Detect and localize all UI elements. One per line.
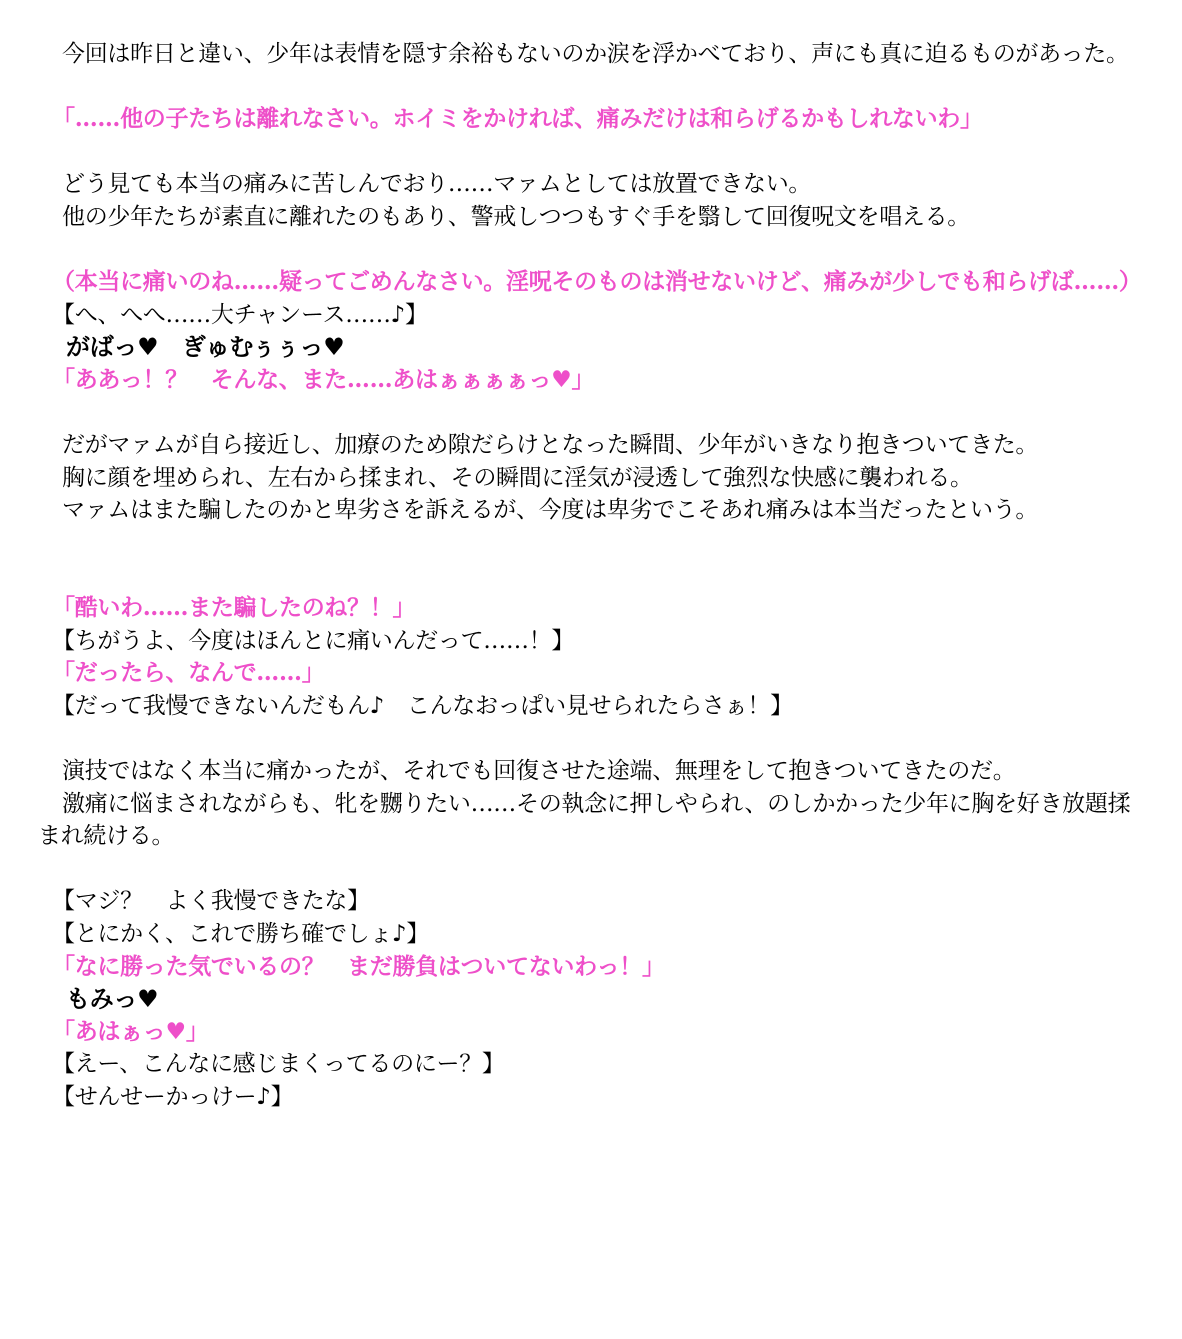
boy-dialogue: 【ちがうよ、今度はほんとに痛いんだって……！】	[52, 627, 575, 654]
boy-dialogue: 【マジ？ よく我慢できたな】	[52, 888, 370, 915]
narration-line: 胸に顔を埋められ、左右から揉まれ、その瞬間に淫気が浸透して強烈な快感に襲われる。	[62, 464, 973, 491]
story-page	[38, 38, 1148, 1114]
heroine-dialogue: 「なに勝った気でいるの？ まだ勝負はついてないわっ！」	[52, 952, 665, 980]
boy-dialogue: 【へ、へへ……大チャンース……♪】	[52, 301, 428, 328]
narration-line: 他の少年たちが素直に離れたのもあり、警戒しつつもすぐ手を翳して回復呪文を唱える。	[62, 203, 971, 230]
blank-line	[38, 560, 1148, 593]
heroine-thought: （本当に痛いのね……疑ってごめんなさい。淫呪そのものは消せないけど、痛みが少しでも和らげば……）	[52, 268, 1142, 296]
narration-line: 演技ではなく本当に痛かったが、それでも回復させた途端、無理をして抱きついてきたのだ。	[62, 758, 1016, 785]
boy-dialogue: 【とにかく、これで勝ち確でしょ♪】	[52, 921, 430, 948]
narration-line: マァムはまた騙したのかと卑劣さを訴えるが、今度は卑劣でこそあれ痛みは本当だったという。	[62, 497, 1039, 524]
narration-line: 激痛に悩まされながらも、牝を嬲りたい……その執念に押しやられ、のしかかった少年に胸を好き放題揉まれ続ける。	[38, 790, 1131, 850]
blank-line	[38, 527, 1148, 560]
boy-dialogue: 【だって我慢できないんだもん♪ こんなおっぱい見せられたらさぁ！】	[52, 692, 793, 719]
blank-line	[38, 853, 1148, 886]
narration-line: 今回は昨日と違い、少年は表情を隠す余裕もないのか涙を浮かべており、声にも真に迫るものがあった。	[62, 41, 1129, 67]
blank-line	[38, 234, 1148, 267]
heroine-dialogue: 「あはぁっ♥」	[52, 1017, 209, 1045]
heroine-dialogue: 「ああっ！？ そんな、また……あはぁぁぁぁっ♥」	[52, 365, 595, 393]
blank-line	[38, 722, 1148, 755]
boy-dialogue: 【えー、こんなに感じまくってるのにー？】	[52, 1051, 505, 1078]
heroine-dialogue: 「酷いわ……また騙したのね？！」	[52, 594, 416, 622]
narration-line: どう見ても本当の痛みに苦しんでおり……マァムとしては放置できない。	[62, 171, 812, 198]
heroine-dialogue: 「……他の子たちは離れなさい。ホイミをかければ、痛みだけは和らげるかもしれないわ」	[52, 105, 983, 133]
boy-dialogue: 【せんせーかっけー♪】	[52, 1084, 294, 1110]
blank-line	[38, 136, 1148, 169]
narration-line: だがマァムが自ら接近し、加療のため隙だらけとなった瞬間、少年がいきなり抱きついてきた。	[62, 432, 1039, 459]
blank-line	[38, 71, 1148, 104]
sound-effect: がばっ♥ ぎゅむぅぅっ♥	[66, 332, 345, 362]
heroine-dialogue: 「だったら、なんで……」	[52, 659, 325, 687]
blank-line	[38, 397, 1148, 430]
sound-effect: もみっ♥	[66, 984, 159, 1014]
